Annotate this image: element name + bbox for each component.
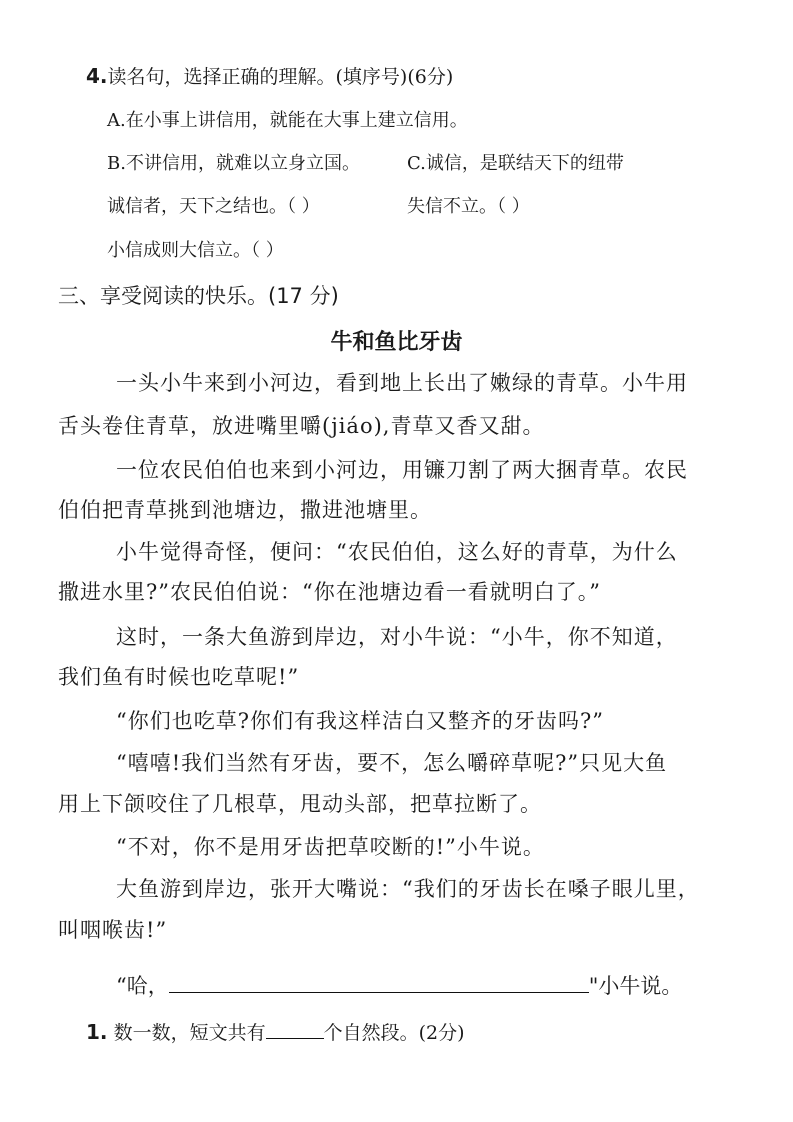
question-text-before: 数一数，短文共有 (113, 1022, 266, 1044)
question-4-title (86, 62, 453, 89)
sentence-suffix: "小牛说。 (588, 974, 683, 998)
story-line: 舌头卷住青草，放进嘴里嚼(jiáo),青草又香又甜。 (58, 414, 545, 438)
story-line: 撒进水里?”农民伯伯说：“你在池塘边看一看就明白了。” (58, 580, 601, 604)
story-line: 我们鱼有时候也吃草呢!” (58, 665, 300, 689)
section-heading: 三、享受阅读的快乐。(17 分) (58, 284, 339, 308)
story-line: 这时，一条大鱼游到岸边，对小牛说：“小牛，你不知道， (116, 625, 678, 649)
story-line: 叫咽喉齿!” (58, 918, 168, 942)
question-text-after: 个自然段。(2分) (323, 1022, 465, 1044)
story-line: “不对，你不是用牙齿把草咬断的!”小牛说。 (116, 835, 545, 859)
story-line: 小牛觉得奇怪，便问：“农民伯伯，这么好的青草，为什么 (116, 540, 678, 564)
saying-2 (407, 192, 530, 218)
answer-paren[interactable]: （ ） (497, 196, 530, 217)
story-line: “你们也吃草?你们有我这样洁白又整齐的牙齿吗?” (116, 709, 604, 733)
option-c: C.诚信，是联结天下的纽带 (407, 153, 624, 174)
saying-3 (107, 236, 284, 262)
fill-in-sentence (116, 970, 682, 1000)
question-number: 1. (86, 1020, 108, 1044)
question-text: 读名句，选择正确的理解。(填序号)(6分) (107, 66, 454, 88)
answer-paren[interactable]: （ ） (251, 240, 284, 261)
story-line: 一头小牛来到小河边，看到地上长出了嫩绿的青草。小牛用 (116, 371, 688, 395)
saying-1 (107, 192, 320, 218)
answer-blank[interactable] (266, 1037, 324, 1039)
sentence-prefix: “哈， (116, 974, 169, 998)
saying-text: 失信不立。 (407, 196, 497, 217)
story-line: 大鱼游到岸边，张开大嘴说：“我们的牙齿长在嗓子眼儿里， (116, 877, 700, 901)
answer-blank[interactable] (169, 991, 589, 993)
story-line: 用上下颌咬住了几根草，甩动头部，把草拉断了。 (58, 792, 542, 816)
option-a: A.在小事上讲信用，就能在大事上建立信用。 (107, 110, 468, 131)
saying-text: 诚信者，天下之结也。 (107, 196, 287, 217)
option-b: B.不讲信用，就难以立身立国。 (107, 153, 360, 174)
question-number: 4. (86, 64, 108, 88)
story-line: 一位农民伯伯也来到小河边，用镰刀割了两大捆青草。农民 (116, 458, 688, 482)
story-title: 牛和鱼比牙齿 (330, 330, 463, 355)
question-1 (86, 1018, 465, 1045)
saying-text: 小信成则大信立。 (107, 240, 251, 261)
story-line: “嘻嘻!我们当然有牙齿，要不，怎么嚼碎草呢?”只见大鱼 (116, 751, 668, 775)
story-line: 伯伯把青草挑到池塘边，撒进池塘里。 (58, 498, 432, 522)
answer-paren[interactable]: （ ） (287, 196, 320, 217)
